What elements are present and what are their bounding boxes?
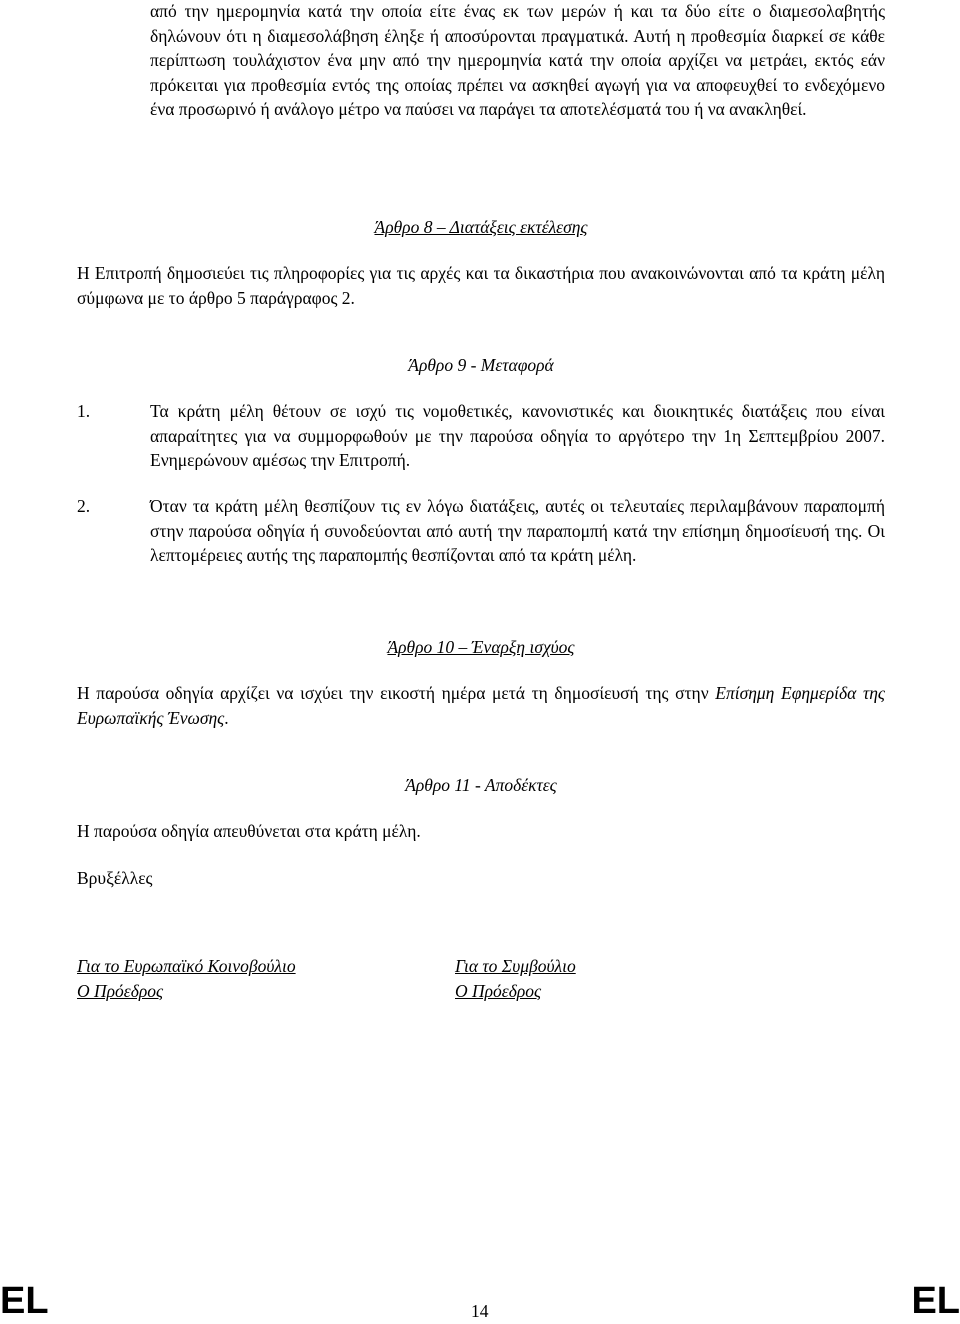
article11-heading: Άρθρο 11 - Αποδέκτες: [405, 775, 557, 795]
article10-heading-text: Άρθρο 10 – Έναρξη ισχύος: [387, 637, 575, 657]
parliament-signatory-label: Για το Ευρωπαϊκό Κοινοβούλιο: [77, 956, 296, 976]
signature-parliament: [77, 954, 296, 1003]
page-number: 14: [471, 1301, 489, 1321]
parliament-signatory-role: Ο Πρόεδρος: [77, 980, 164, 1001]
article10-text-before: Η παρούσα οδηγία αρχίζει να ισχύει την εικοστή ημέρα μετά τη δημοσίευσή της στην: [77, 683, 716, 703]
signature-council: [455, 954, 576, 1003]
article10-paragraph: [77, 681, 885, 730]
article11-paragraph: Η παρούσα οδηγία απευθύνεται στα κράτη μέλη.: [77, 821, 421, 841]
article8-heading: [77, 215, 885, 240]
article8-heading-text: Άρθρο 8 – Διατάξεις εκτέλεσης: [374, 217, 588, 237]
article10-text-after: .: [224, 707, 229, 728]
council-signatory-label: Για το Συμβούλιο: [455, 956, 576, 976]
article9-para2: Όταν τα κράτη μέλη θεσπίζουν τις εν λόγω διατάξεις, αυτές οι τελευταίες περιλαμβάνουν παραπομπή στην παρούσα οδηγία ή συνοδεύονται από αυτή την παραπομπή κατά την επίσημη δημοσίευσή της. Οι λεπτομέρειες αυτής της παραπομπής θεσπίζονται από τα κράτη μέλη.: [150, 496, 885, 565]
article10-heading: [77, 635, 885, 660]
article9-para2-number: 2.: [77, 496, 91, 516]
official-journal-title: Επίσημη Εφημερίδα της Ευρωπαϊκής Ένωσης: [77, 683, 886, 728]
place-of-signature: Βρυξέλλες: [77, 868, 153, 888]
council-signatory-role: Ο Πρόεδρος: [455, 980, 542, 1001]
language-code-right: EL: [911, 1280, 960, 1322]
article8-paragraph: Η Επιτροπή δημοσιεύει τις πληροφορίες για τις αρχές και τα δικαστήρια που ανακοινώνονται από τα κράτη μέλη σύμφωνα με το άρθρο 5 παράγραφος 2.: [77, 263, 885, 308]
article9-para1: Τα κράτη μέλη θέτουν σε ισχύ τις νομοθετικές, κανονιστικές και διοικητικές διατάξεις που είναι απαραίτητες για να συμμορφωθούν με την παρούσα οδηγία το αργότερο την 1η Σεπτεμβρίου 2007. Ενημερώνουν αμέσως την Επιτροπή.: [150, 401, 885, 470]
article9-para1-number: 1.: [77, 401, 91, 421]
article7-tail-paragraph: από την ημερομηνία κατά την οποία είτε ένας εκ των μερών ή και τα δύο είτε ο διαμεσολαβητής δηλώνουν ότι η διαμεσολάβηση έληξε ή αποσύρονται πραγματικά. Αυτή η προθεσμία διαρκεί σε κάθε περίπτωση τουλάχιστον ένα μην από την ημερομηνία κατά την οποία αρχίζει να μετράει, εκτός εάν πρόκειται για προθεσμία εντός της οποίας πρέπει να ασκηθεί αγωγή για να αποφευχθεί το ενδεχόμενο ένα προσωρινό ή ανάλογο μέτρο να παύσει να παράγει τα αποτελέσματά του ή να ανακληθεί.: [150, 1, 885, 119]
language-code-left: EL: [0, 1280, 49, 1322]
article9-heading: Άρθρο 9 - Μεταφορά: [408, 355, 554, 375]
